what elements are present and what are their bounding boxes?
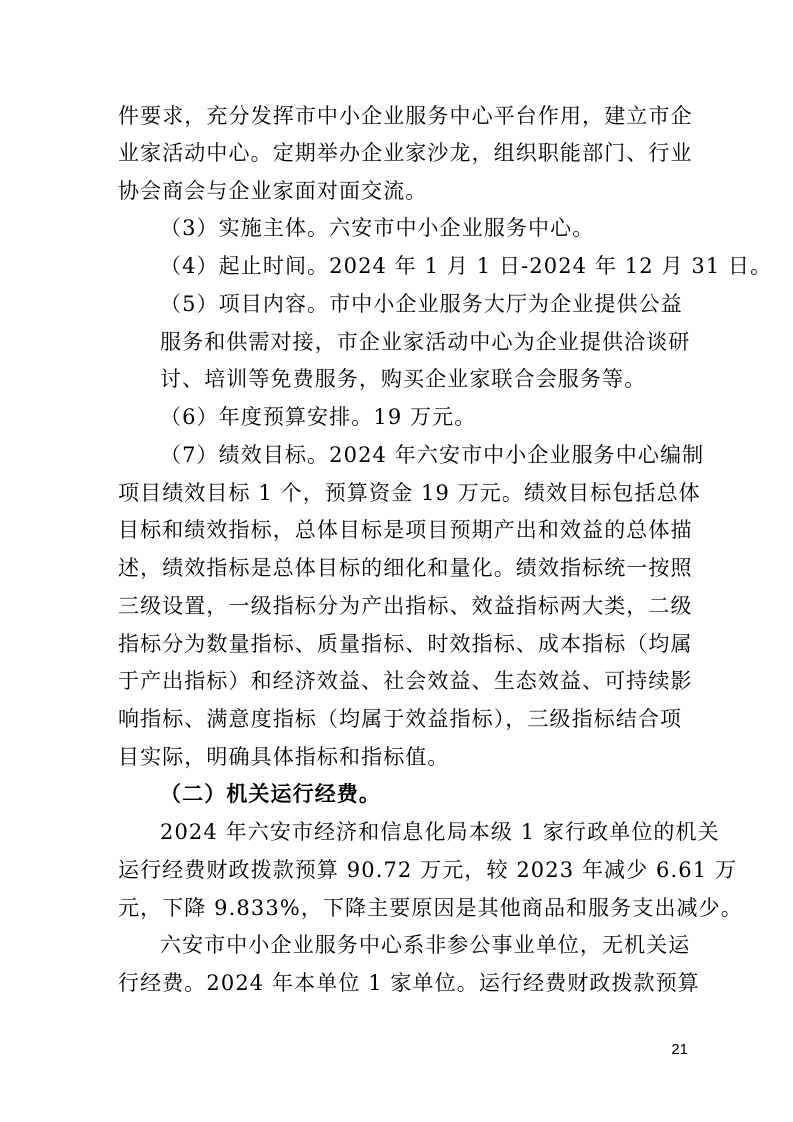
paragraph-line: 项目绩效目标 1 个，预算资金 19 万元。绩效目标包括总体 [118, 481, 701, 505]
paragraph-line: 件要求，充分发挥市中小企业服务中心平台作用，建立市企 [118, 104, 693, 128]
item-4-start-end-time: （4）起止时间。2024 年 1 月 1 日-2024 年 12 月 31 日。 [160, 254, 773, 278]
page-number: 21 [671, 1041, 688, 1058]
paragraph-line: 三级设置，一级指标分为产出指标、效益指标两大类，二级 [118, 594, 693, 618]
paragraph-line: 指标分为数量指标、质量指标、时效指标、成本指标（均属 [118, 632, 693, 656]
paragraph-line: 元，下降 9.833%，下降主要原因是其他商品和服务支出减少。 [118, 896, 743, 920]
paragraph-line: 业家活动中心。定期举办企业家沙龙，组织职能部门、行业 [118, 141, 693, 165]
section-heading: （二）机关运行经费。 [160, 781, 381, 806]
item-7-performance-goals: （7）绩效目标。2024 年六安市中小企业服务中心编制 [160, 443, 705, 467]
item-6-annual-budget: （6）年度预算安排。19 万元。 [160, 405, 477, 429]
paragraph-line: 协会商会与企业家面对面交流。 [118, 179, 428, 203]
paragraph-line: 运行经费财政拨款预算 90.72 万元，较 2023 年减少 6.61 万 [118, 858, 738, 882]
paragraph-line: 于产出指标）和经济效益、社会效益、生态效益、可持续影 [118, 669, 693, 693]
paragraph-line: 讨、培训等免费服务，购买企业家联合会服务等。 [160, 367, 647, 391]
paragraph-line: 2024 年六安市经济和信息化局本级 1 家行政单位的机关 [160, 820, 720, 844]
paragraph-line: 目实际，明确具体指标和指标值。 [118, 745, 450, 769]
paragraph-line: 六安市中小企业服务中心系非参公事业单位，无机关运 [160, 933, 691, 957]
item-3-implementing-entity: （3）实施主体。六安市中小企业服务中心。 [160, 216, 595, 240]
paragraph-line: 目标和绩效指标，总体目标是项目预期产出和效益的总体描 [118, 518, 693, 542]
item-5-project-content: （5）项目内容。市中小企业服务大厅为企业提供公益 [160, 292, 683, 316]
paragraph-line: 响指标、满意度指标（均属于效益指标），三级指标结合项 [118, 707, 683, 731]
paragraph-line: 述，绩效指标是总体目标的细化和量化。绩效指标统一按照 [118, 556, 693, 580]
paragraph-line: 服务和供需对接，市企业家活动中心为企业提供洽谈研 [160, 330, 691, 354]
paragraph-line: 行经费。2024 年本单位 1 家单位。运行经费财政拨款预算 [118, 971, 700, 995]
